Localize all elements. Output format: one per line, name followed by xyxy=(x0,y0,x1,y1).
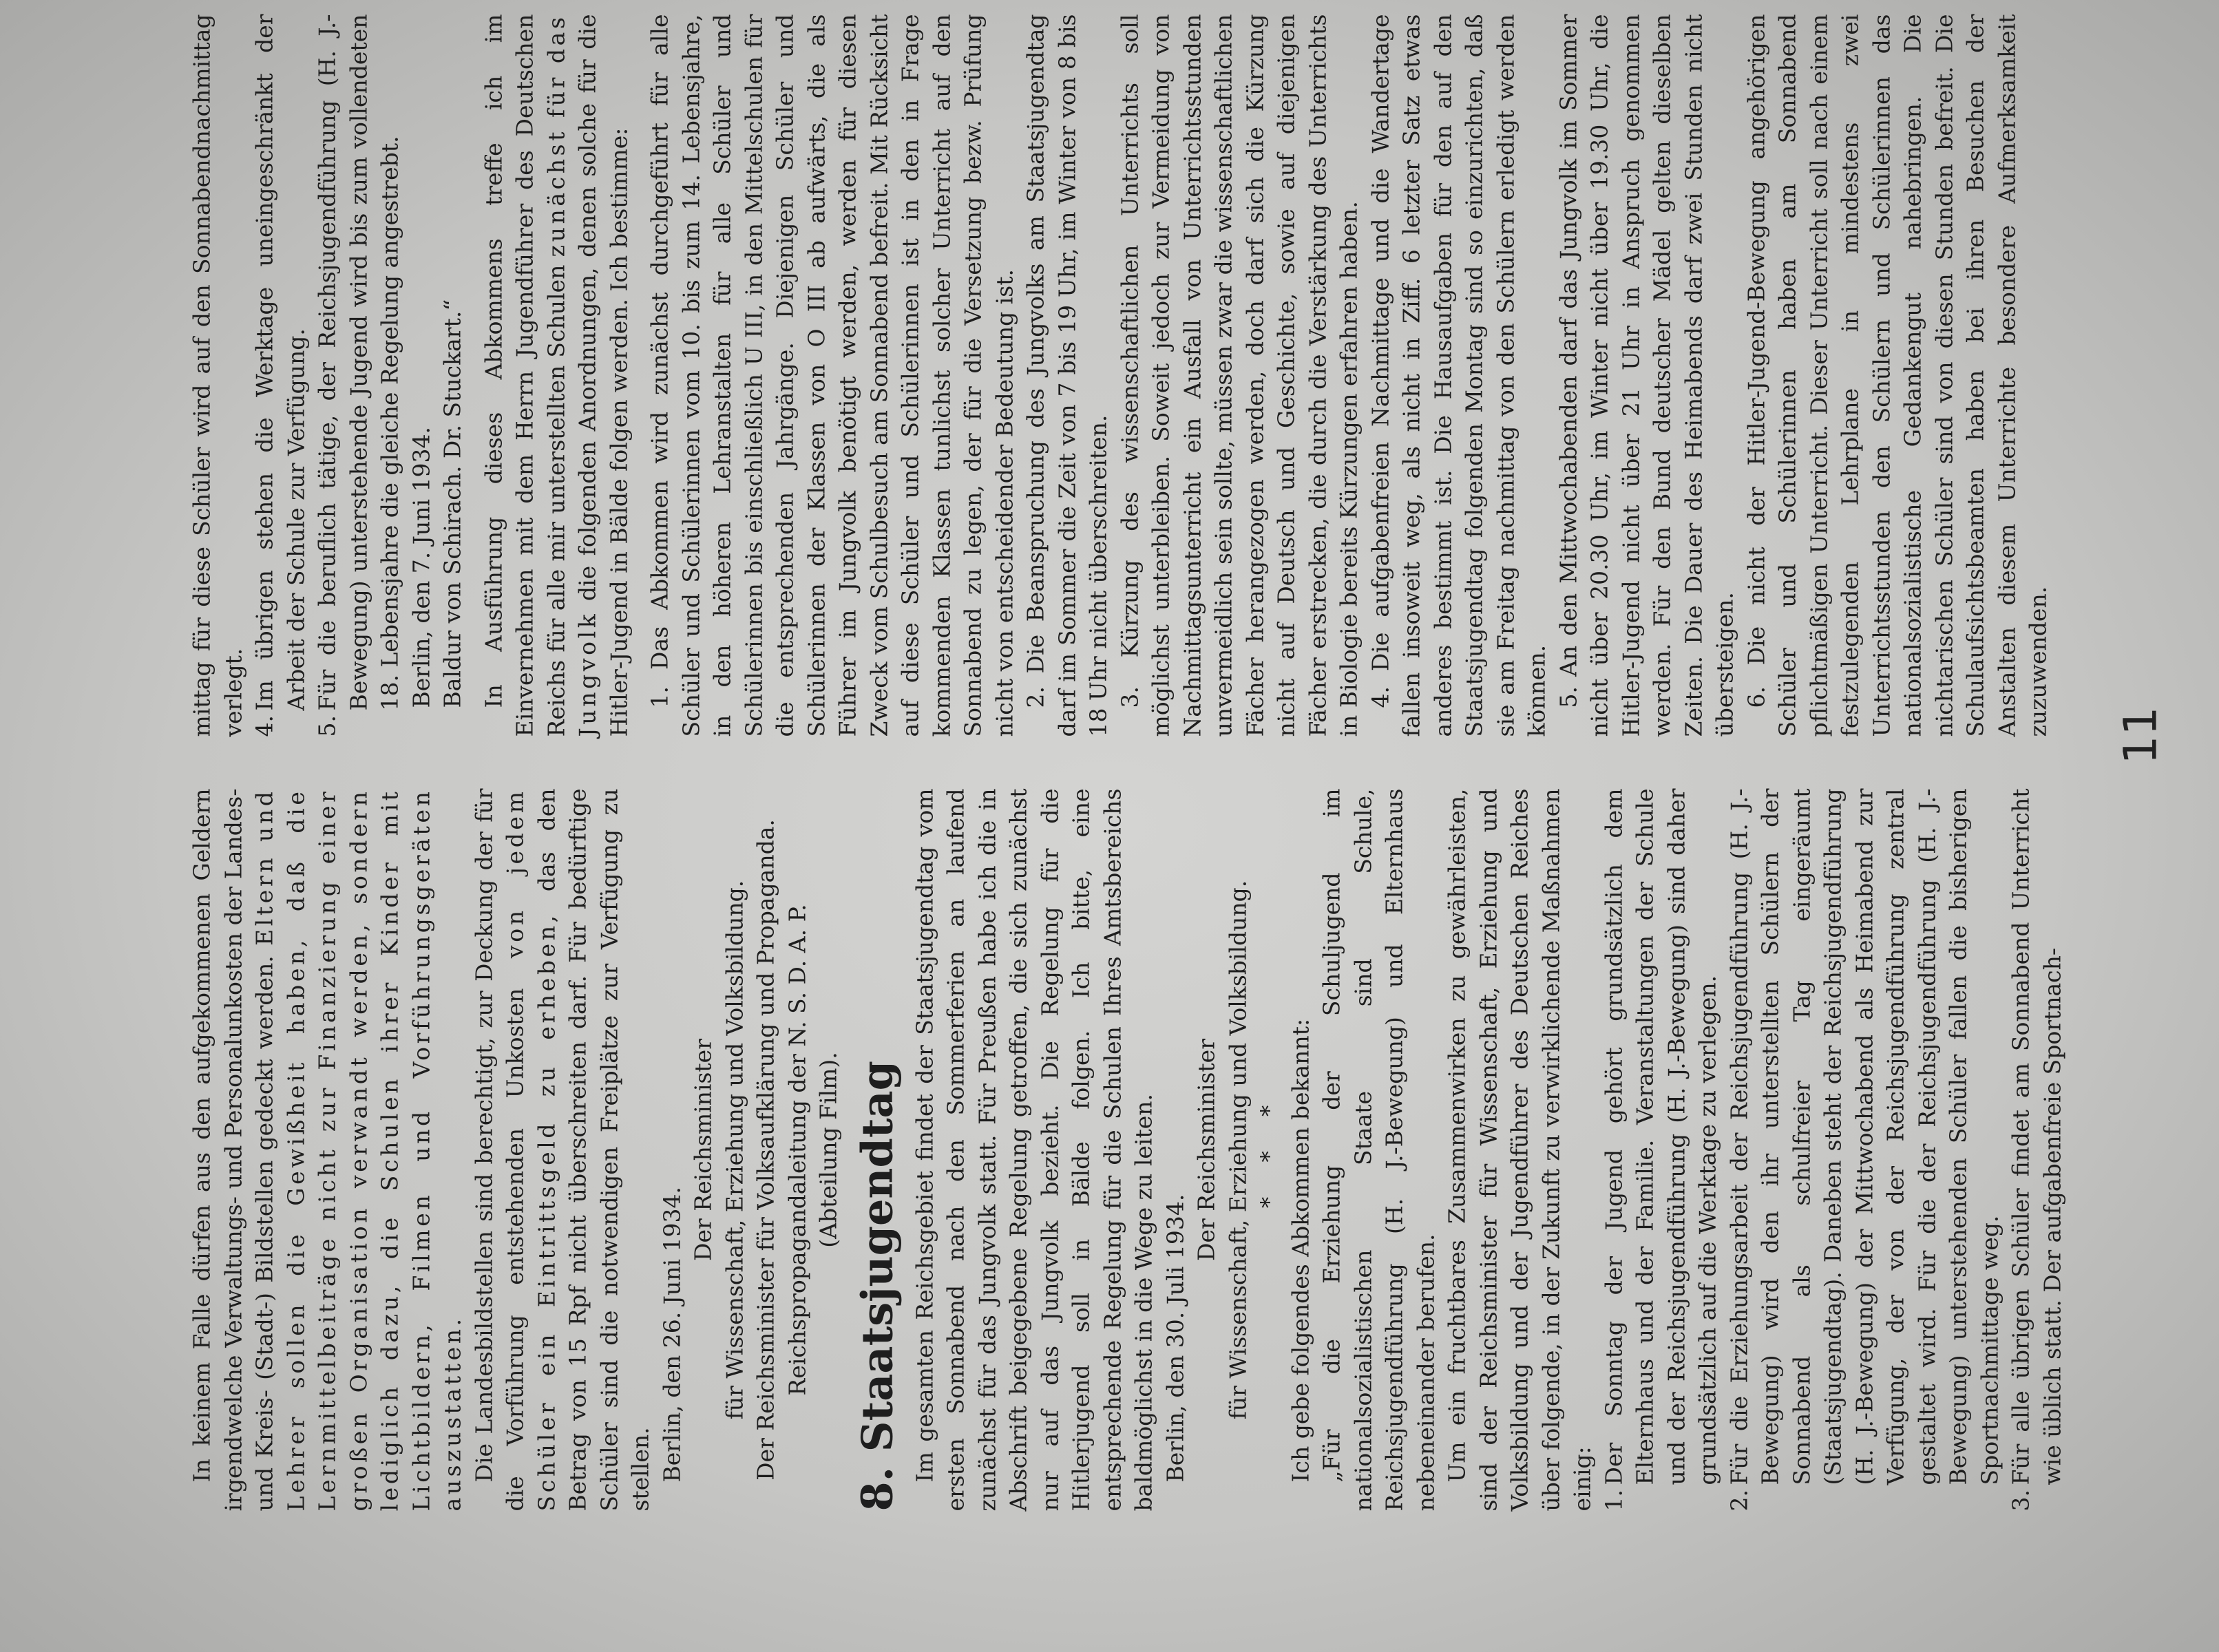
list-item-number: 1. xyxy=(1599,1489,1627,1511)
regulation-item: 5. An den Mittwochabenden darf das Jungvolk im Sommer nicht über 20.30 Uhr, im Winter nicht über 19.30 Uhr, die Hitler-Jugend nicht über 21 Uhr in Anspruch genommen werden. Für den Bund deutscher Mädel gelten dieselben Zeiten. Die Dauer des Heimabends darf zwei Stunden nicht übersteigen. xyxy=(1554,14,1738,737)
regulation-item: 1. Das Abkommen wird zunächst durchgeführt für alle Schüler und Schülerinnen vom 10. bis zum 14. Lebensjahre, in den höheren Lehranstalten für alle Schüler und Schülerinnen bis einschließlich U III, in den Mittelschulen für die entsprechenden Jahrgänge. Diejenigen Schüler und Schülerinnen der Klassen von O III ab aufwärts, die als Führer im Jungvolk benötigt werden, werden für diesen Zweck vom Schulbesuch am Sonnabend befreit. Mit Rücksicht auf diese Schüler und Schülerinnen ist in den in Frage kommenden Klassen tunlichst solcher Unterricht auf den Sonnabend zu legen, der für die Versetzung bezw. Prüfung nicht von entscheidender Bedeutung ist. xyxy=(646,14,1018,737)
list-item xyxy=(249,14,311,737)
paragraph-implementation xyxy=(478,14,635,737)
list-item-number: 3. xyxy=(2007,1489,2034,1511)
regulation-item: 3. Kürzung des wissenschaftlichen Unterrichts soll möglichst unterbleiben. Soweit jedoch zur Vermeidung von Nachmittagsunterricht ein Ausfall von Unterrichtsstunden unvermeidlich sein sollte, müssen zwar die wissenschaftlichen Fächer herangezogen werden, doch darf sich die Kürzung nicht auf Deutsch und Geschichte, sowie auf diejenigen Fächer erstrecken, die durch die Verstärkung des Unterrichts in Biologie bereits Kürzungen erfahren haben. xyxy=(1115,14,1362,737)
spacer xyxy=(634,14,644,737)
section-divider-stars: * * * xyxy=(1255,1091,1282,1208)
paragraph-funding-spaced-text: Eltern und Lehrer sollen die Gewißheit haben, daß die Lernmittelbeiträge nicht zur Finanzierung einer großen Organisation verwandt werden, sondern lediglich dazu, die Schulen ihrer Kinder mit Lichtbildern, Filmen und Vorführungsgeräten auszustatten. xyxy=(251,788,465,1511)
list-item xyxy=(1723,788,2006,1511)
paragraph-entrance-fee xyxy=(468,788,656,1511)
section-heading: 8. Staatsjugendtag xyxy=(851,1060,902,1511)
paragraph-staatsjugendtag: Im gesamten Reichsgebiet findet der Staatsjugendtag vom ersten Sonnabend nach den Sommerferien an laufend zunächst für das Jungvolk statt. Für Preußen habe ich die in Abschrift beigegebene Regelung getroffen, die sich zunächst nur auf das Jungvolk bezieht. Die Regelung für die Hitlerjugend soll in Bälde folgen. Ich bitte, eine entsprechende Regelung für die Schulen Ihres Amtsbereichs baldmöglichst in die Wege zu leiten. xyxy=(910,788,1157,1511)
entrance-fee-text-c: das den Betrag von 15 Rpf nicht überschreiten darf. Für bedürftige Schüler sind die notwendigen Freiplätze zur Verfügung zu stellen. xyxy=(532,787,653,1511)
regulation-item: 6. Die nicht der Hitler-Jugend-Bewegung angehörigen Schüler und Schülerinnen haben am Sonnabend pflichtmäßigen Unterricht. Dieser Unterricht soll nach einem festzulegenden Lehrplane in mindestens zwei Unterrichtsstunden den Schülern und Schülerinnen das nationalsozialistische Gedankengut nahebringen. Die nichtarischen Schüler sind von diesen Stunden befreit. Die Schulaufsichtsbeamten haben bei ihren Besuchen der Anstalten diesem Unterrichte besondere Aufmerksamkeit zuzuwenden. xyxy=(1742,14,2051,737)
date-line: Berlin, den 26. Juni 1934. xyxy=(658,1186,685,1482)
paragraph-funding xyxy=(186,788,468,1511)
signature-line: Der Reichsminister xyxy=(689,1038,716,1261)
list-item-text: Der Sonntag der Jugend gehört grundsätzlich dem Elternhaus und der Familie. Veranstaltungen der Schule und der Reichsjugendführung (H. J.-Bewegung) sind daher grundsätzlich auf die Werktage zu verlegen. xyxy=(1599,788,1721,1485)
list-item xyxy=(2005,788,2068,1511)
regulation-item: 2. Die Beanspruchung des Jungvolks am Staatsjugendtag darf im Sommer die Zeit von 7 bis 19 Uhr, im Winter von 8 bis 18 Uhr nicht überschreiten. xyxy=(1022,14,1111,737)
regulation-item: 4. Die aufgabenfreien Nachmittage und die Wandertage fallen insoweit weg, als nicht in Ziff. 6 letzter Satz etwas anderes bestimmt ist. Die Hausaufgaben für den auf den Staatsjugendtag folgenden Montag sind so einzurichten, daß sie am Freitag nachmittag von den Schülern erledigt werden können. xyxy=(1366,14,1550,737)
implementation-spaced-text: zunächst für das Jungvolk xyxy=(542,13,600,737)
agreement-list-continued xyxy=(249,14,406,737)
entrance-fee-text-a: Die Landesbildstellen sind berechtigt, zur Deckung der für die Vorführung entstehenden Unkosten xyxy=(470,788,528,1511)
entrance-fee-spaced-text: von jedem Schüler ein Eintrittsgeld zu erheben, xyxy=(501,788,560,1511)
list-item-text: Für alle übrigen Schüler findet am Sonnabend Unterricht wie üblich statt. Der aufgabenfreie Sportnach- xyxy=(2007,788,2065,1485)
paragraph-announcement: Ich gebe folgendes Abkommen bekannt: xyxy=(1286,1018,1314,1482)
continued-text: mittag für diese Schüler wird auf den Sonnabendnachmittag verlegt. xyxy=(188,14,246,737)
list-item-text: Im übrigen stehen die Werktage uneingeschränkt der Arbeit der Schule zur Verfügung. xyxy=(251,14,309,710)
signature-line: (Abteilung Film). xyxy=(814,1051,841,1248)
left-column xyxy=(186,788,2068,1511)
paragraph-funding-text: In keinem Falle dürfen aus den aufgekommenen Geldern irgendwelche Verwaltungs- und Personalunkosten der Landes- und Kreis- (Stadt-) Bildstellen gedeckt werden. xyxy=(188,788,277,1511)
list-item-number: 5. xyxy=(313,714,340,737)
date-line: Berlin, den 7. Juni 1934. xyxy=(407,426,434,708)
page-number: 11 xyxy=(2114,706,2167,764)
signature-line: Der Reichsminister für Volksaufklärung und Propaganda. xyxy=(752,818,779,1481)
list-item-text: Für die beruflich tätige, der Reichsjugendführung (H. J.-Bewegung) unterstehende Jugend wird bis zum vollendeten 18. Lebensjahre die gleiche Regelung angestrebt. xyxy=(313,14,403,710)
implementation-text-c: die folgenden Anordnungen, denen solche für die Hitler-Jugend in Bälde folgen werden. Ich bestimme: xyxy=(574,14,632,737)
paragraph-agreement-intro: „Für die Erziehung der Schuljugend im nationalsozialistischen Staate sind Schule, Reichsjugendführung (H. J.-Bewegung) und Elternhaus nebeneinander berufen. xyxy=(1318,788,1439,1511)
spacer xyxy=(468,14,478,737)
list-item-number: 4. xyxy=(251,714,277,737)
signature-line: für Wissenschaft, Erziehung und Volksbildung. xyxy=(720,880,748,1419)
date-line: Berlin, den 30. Juli 1934. xyxy=(1161,1194,1188,1482)
paragraph-agreement-measures: Um ein fruchtbares Zusammenwirken zu gewährleisten, sind der Reichsminister für Wissenschaft, Erziehung und Volksbildung und der Jugendführer des Deutschen Reiches über folgende, in der Zukunft zu verwirklichende Maßnahmen einig: xyxy=(1443,788,1595,1511)
agreement-list xyxy=(1598,788,2068,1511)
list-item xyxy=(1598,788,1723,1511)
list-item-number: 2. xyxy=(1725,1489,1752,1511)
signature-line: Baldur von Schirach. Dr. Stuckart.“ xyxy=(439,299,465,708)
signature-line: Der Reichsminister xyxy=(1192,1038,1219,1261)
signature-line: für Wissenschaft, Erziehung und Volksbildung. xyxy=(1223,880,1251,1419)
list-item-text: Für die Erziehungsarbeit der Reichsjugendführung (H. J.-Bewegung) wird den ihr unterstellten Schülern der Sonnabend als schulfreier Tag eingeräumt (Staatsjugendtag). Daneben steht der Reichsjugendführung (H. J.-Bewegung) der Mittwochabend als Heimabend zur Verfügung, der von der Reichsjugendführung zentral gestaltet wird. Für die der Reichsjugendführung (H. J.-Bewegung) unterstehenden Schüler fallen die bisherigen Sportnachmittage weg. xyxy=(1725,788,2003,1485)
list-item xyxy=(311,14,406,737)
right-column xyxy=(186,14,2054,737)
implementation-text-a: In Ausführung dieses Abkommens treffe ich im Einvernehmen mit dem Herrn Jugendführer des Deutschen Reichs für alle mir unterstellten Schulen xyxy=(479,14,569,737)
signature-line: Reichspropagandaleitung der N. S. D. A. P. xyxy=(783,903,810,1396)
